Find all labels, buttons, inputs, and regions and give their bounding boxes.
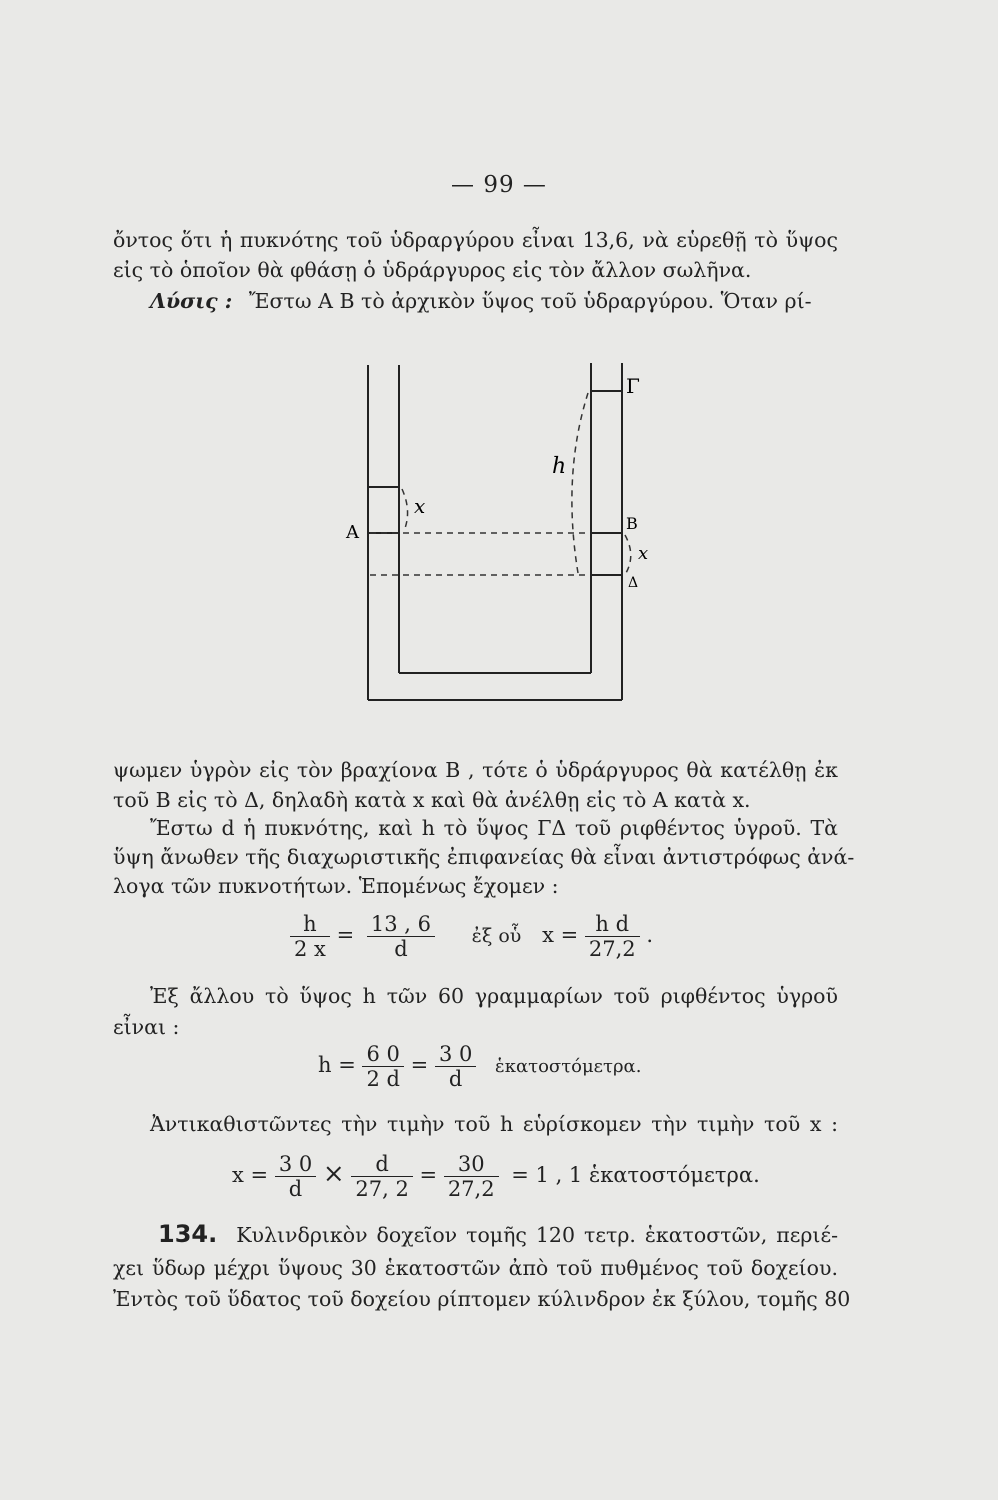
para2-line4: ὕψη ἄνωθεν τῆς διαχωριστικῆς ἐπιφανείας θὰ εἶναι ἀντιστρόφως ἀνά-: [113, 845, 855, 869]
eq3-result: = 1 , 1 ἑκατοστόμετρα.: [511, 1163, 760, 1187]
eq1-frac-h-2x: [290, 912, 330, 961]
eq1-equals: =: [336, 923, 355, 947]
page-number: — 99 —: [451, 172, 547, 198]
eq1-text: ἐξ οὗ: [471, 925, 522, 947]
u-tube-diagram: [330, 355, 670, 715]
para2-line1: ψωμεν ὑγρὸν εἰς τὸν βραχίονα Β , τότε ὁ ὑδράργυρος θὰ κατέλθῃ ἐκ: [113, 758, 838, 782]
para1-line1: ὄντος ὅτι ἡ πυκνότης τοῦ ὑδραργύρου εἶναι 13,6, νὰ εὑρεθῇ τὸ ὕψος: [113, 228, 838, 252]
label-D: Δ: [628, 575, 639, 591]
solution-line: [150, 287, 875, 315]
eq1-num1: h: [303, 912, 317, 936]
label-h: h: [552, 454, 567, 479]
para3-line1: Ἐξ ἄλλου τὸ ὕψος h τῶν 60 γραμμαρίων τοῦ ριφθέντος ὑγροῦ: [150, 984, 838, 1008]
solution-label: Λύσις :: [150, 289, 233, 313]
label-B-right: B: [626, 514, 638, 533]
eq2-unit: ἑκατοστόμετρα.: [495, 1056, 642, 1077]
x-bracket-right: [625, 535, 631, 573]
eq1-num3: h d: [595, 912, 630, 936]
para2-line5: λογα τῶν πυκνοτήτων. Ἑπομένως ἔχομεν :: [113, 874, 559, 898]
eq2-num2: 3 0: [438, 1042, 473, 1066]
eq2-equals: =: [410, 1053, 429, 1077]
eq1-end: .: [646, 923, 654, 947]
eq2-den1: 2 d: [362, 1066, 403, 1091]
eq3-frac-30-272: [444, 1152, 499, 1201]
problem134-line1: [158, 1220, 838, 1249]
para2-line2: τοῦ Β εἰς τὸ Δ, δηλαδὴ κατὰ x καὶ θὰ ἀνέλθῃ εἰς τὸ Α κατὰ x.: [113, 788, 751, 812]
problem134-line2: χει ὕδωρ μέχρι ὕψους 30 ἑκατοστῶν ἀπὸ τοῦ πυθμένος τοῦ δοχείου.: [113, 1256, 838, 1280]
eq1-lhs: x =: [542, 923, 579, 947]
eq2-num1: 6 0: [366, 1042, 400, 1066]
eq1-frac-136-d: [367, 912, 435, 961]
solution-text: Ἔστω Α Β τὸ ἀρχικὸν ὕψος τοῦ ὑδραργύρου. Ὅταν ρί-: [248, 289, 812, 313]
eq3-equals: =: [419, 1163, 438, 1187]
eq1-den2: d: [367, 936, 435, 961]
problem-number: 134.: [158, 1220, 218, 1248]
label-A: A: [346, 522, 359, 543]
eq1-num2: 13 , 6: [370, 912, 431, 936]
x-bracket-left: [402, 489, 408, 531]
eq3-times: ×: [322, 1159, 345, 1189]
eq3-den3: 27,2: [444, 1176, 499, 1201]
h-bracket: [572, 393, 588, 573]
problem134-text1: Κυλινδρικὸν δοχεῖον τομῆς 120 τετρ. ἑκατοστῶν, περιέ-: [236, 1223, 838, 1247]
eq3-num2: d: [375, 1152, 389, 1176]
eq1-frac-hd: [585, 912, 640, 961]
label-x-left: x: [414, 494, 426, 518]
eq1-den3: 27,2: [585, 936, 640, 961]
para4-line1: Ἀντικαθιστῶντες τὴν τιμὴν τοῦ h εὑρίσκομεν τὴν τιμὴν τοῦ x :: [150, 1112, 838, 1136]
para3-line2: εἶναι :: [113, 1015, 180, 1039]
equation-3: [232, 1152, 760, 1201]
eq1-den1: 2 x: [290, 936, 330, 961]
eq2-frac-60-2d: [362, 1042, 403, 1091]
equation-1: [290, 912, 653, 961]
eq3-den2: 27, 2: [351, 1176, 412, 1201]
equation-2: [318, 1042, 641, 1091]
eq3-lhs: x =: [232, 1163, 269, 1187]
eq3-num1: 3 0: [278, 1152, 313, 1176]
eq2-lhs: h =: [318, 1053, 356, 1077]
label-G: Γ: [626, 374, 640, 398]
label-x-right: x: [638, 543, 649, 564]
para2-line3: Ἔστω d ἡ πυκνότης, καὶ h τὸ ὕψος ΓΔ τοῦ ριφθέντος ὑγροῦ. Τὰ: [150, 816, 838, 840]
eq2-frac-30-d: [435, 1042, 476, 1091]
eq2-den2: d: [435, 1066, 476, 1091]
problem134-line3: Ἐντὸς τοῦ ὕδατος τοῦ δοχείου ρίπτομεν κύλινδρον ἐκ ξύλου, τομῆς 80: [113, 1287, 851, 1311]
eq3-frac-d-272: [351, 1152, 412, 1201]
eq3-frac-30-d: [275, 1152, 316, 1201]
eq3-den1: d: [275, 1176, 316, 1201]
eq3-num3: 30: [457, 1152, 485, 1176]
para1-line2: εἰς τὸ ὁποῖον θὰ φθάσῃ ὁ ὑδράργυρος εἰς τὸν ἄλλον σωλῆνα.: [113, 258, 752, 282]
